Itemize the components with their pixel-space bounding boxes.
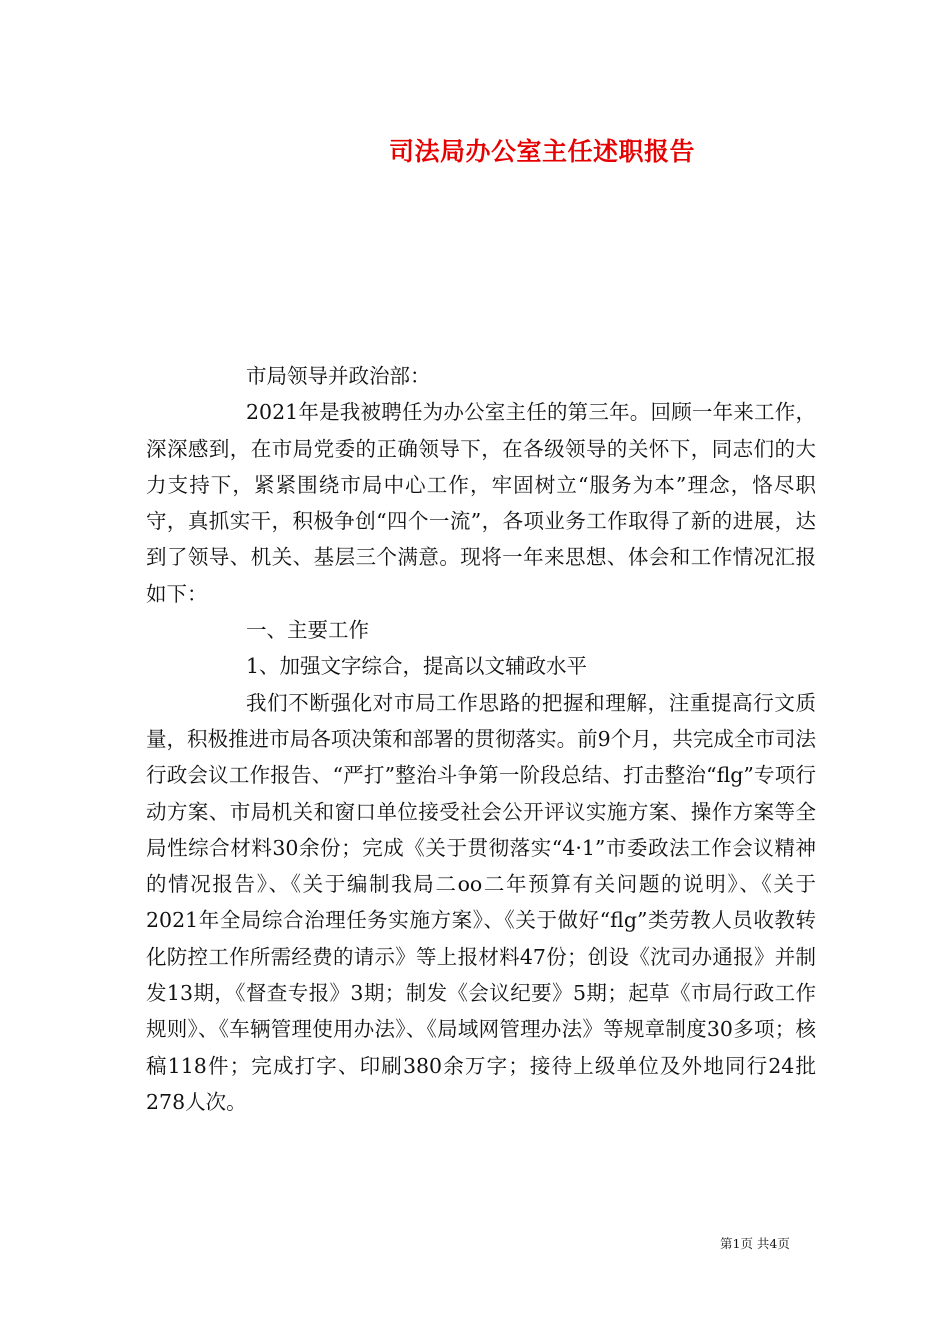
document-title: 司法局办公室主任述职报告	[388, 137, 695, 166]
salutation: 市局领导并政治部：	[246, 364, 431, 388]
intro-paragraph: 2021年是我被聘任为办公室主任的第三年。回顾一年来工作，深深感到，在市局党委的正确领导下，在各级领导的关怀下，同志们的大力支持下，紧紧围绕市局中心工作，牢固树立“服务为本”理念，恪尽职守，真抓实干，积极争创“四个一流”，各项业务工作取得了新的进展，达到了领导、机关、基层三个满意。现将一年来思想、体会和工作情况汇报如下：	[146, 400, 816, 606]
subsection-paragraph: 我们不断强化对市局工作思路的把握和理解，注重提高行文质量，积极推进市局各项决策和部署的贯彻落实。前9个月，共完成全市司法行政会议工作报告、“严打”整治斗争第一阶段总结、打击整治“flg”专项行动方案、市局机关和窗口单位接受社会公开评议实施方案、操作方案等全局性综合材料30余份；完成《关于贯彻落实“4·1”市委政法工作会议精神的情况报告》、《关于编制我局二oo二年预算有关问题的说明》、《关于2021年全局综合治理任务实施方案》、《关于做好“flg”类劳教人员收教转化防控工作所需经费的请示》等上报材料47份；创设《沈司办通报》并制发13期，《督查专报》3期；制发《会议纪要》5期；起草《市局行政工作规则》、《车辆管理使用办法》、《局域网管理办法》等规章制度30多项；核稿118件；完成打字、印刷380余万字；接待上级单位及外地同行24批278人次。	[146, 690, 816, 1114]
section-heading: 一、主要工作	[246, 618, 369, 643]
page-number: 第1页 共4页	[720, 1236, 790, 1251]
subsection-heading: 1、加强文字综合，提高以文辅政水平	[246, 654, 588, 679]
document-body	[146, 358, 816, 1120]
